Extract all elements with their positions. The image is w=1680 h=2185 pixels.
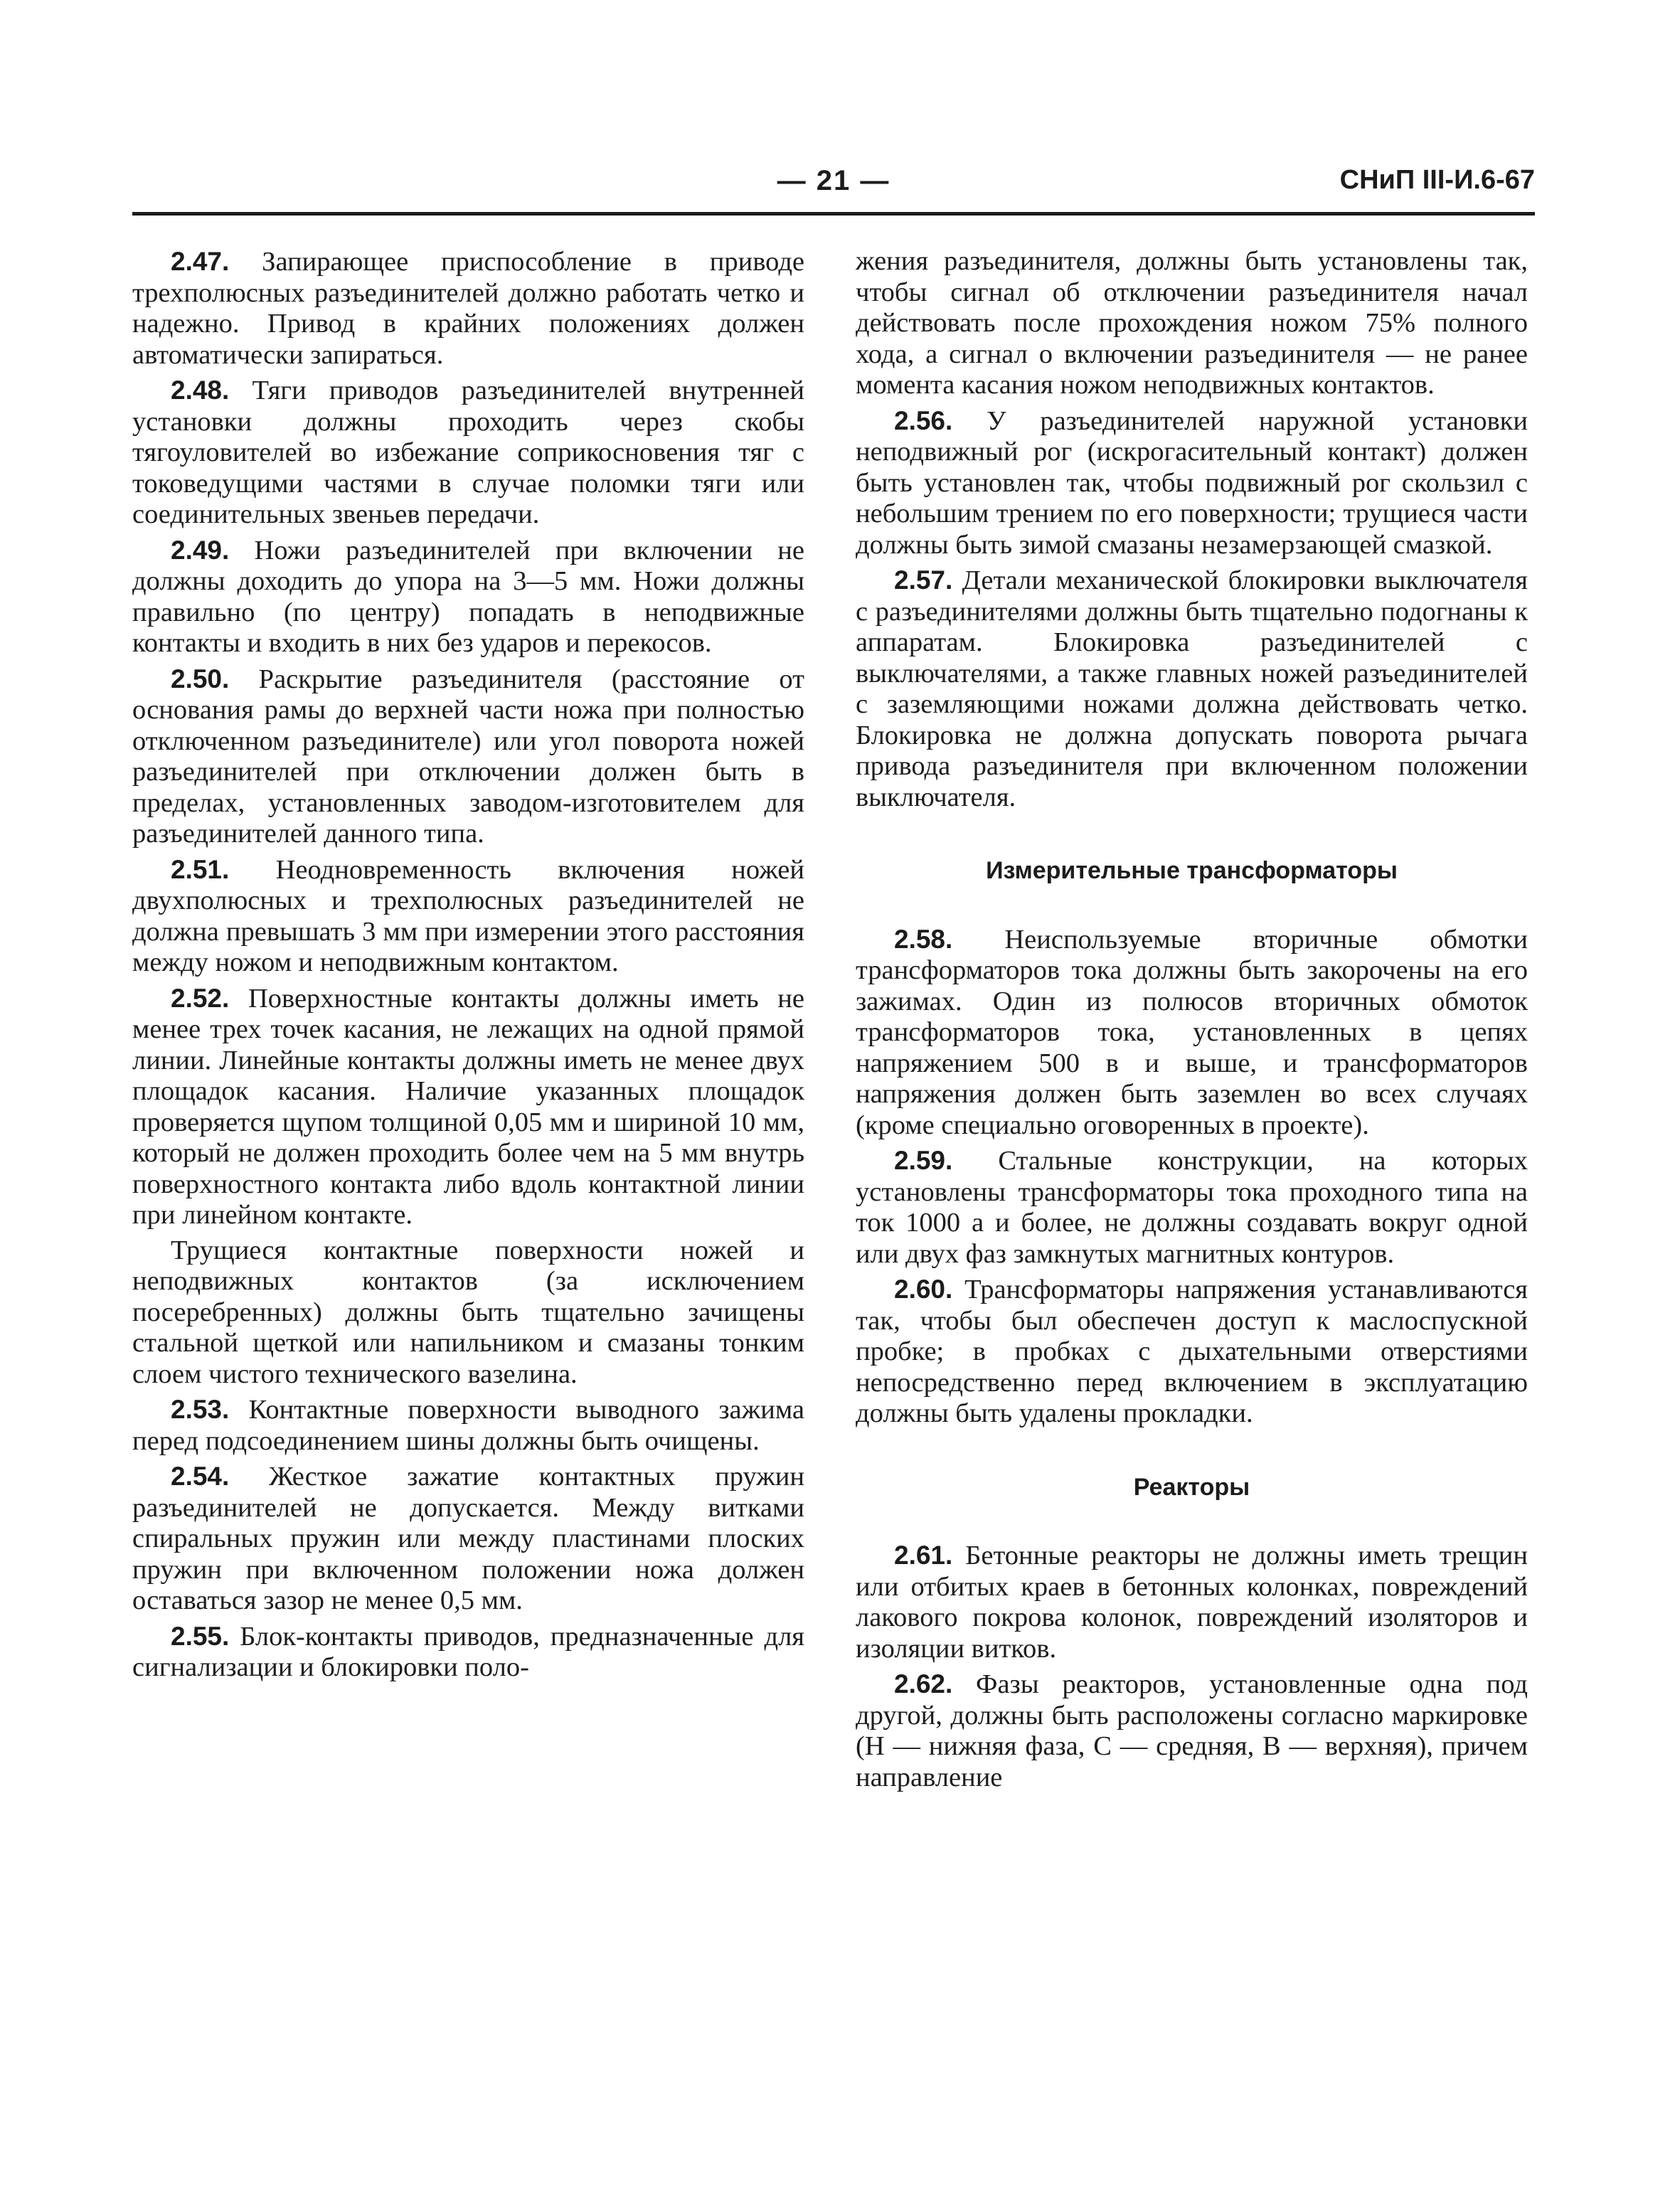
paragraph [132,854,804,979]
clause-text: Стальные конструкции, на которых установлены трансформаторы тока проходного типа на ток 1000 а и более, не должны создавать вокруг одной или двух фаз замкнутых магнитных контуров. [856,1146,1528,1269]
paragraph [132,375,804,531]
clause-number: 2.51. [171,854,230,884]
clause-text: Неиспользуемые вторичные обмотки трансформаторов тока должны быть закорочены на его зажимах. Один из полюсов вторичных обмоток трансформаторов тока, установленных в цепях напряжением 500 в и выше, и трансформаторов напряжения должен быть заземлен во всех случаях (кроме специально оговоренных в проекте). [856,924,1528,1140]
paragraph [856,1669,1528,1793]
clause-text: Трансформаторы напряжения устанавливаются так, чтобы был обеспечен доступ к маслоспускной пробке; в пробках с дыхательными отверстиями непосредственно перед включением в эксплуатацию должны быть удалены прокладки. [856,1275,1529,1428]
clause-number: 2.62. [894,1669,953,1698]
right-column [856,246,1528,1797]
document-code: СНиП III-И.6-67 [1339,165,1535,195]
page-header [132,165,1535,215]
section-heading-reactors: Реакторы [1133,1473,1250,1501]
clause-number: 2.59. [894,1146,953,1175]
clause-text: Жесткое зажатие контактных пружин разъединителей не допускается. Между витками спиральных пружин или между пластинами плоских пружин при включенном положении ножа должен оставаться зазор не менее 0,5 мм. [132,1462,804,1615]
clause-number: 2.49. [171,535,230,565]
paragraph [856,924,1528,1142]
clause-number: 2.52. [171,983,230,1013]
paragraph [132,535,804,659]
clause-number: 2.61. [894,1541,953,1570]
clause-number: 2.47. [171,247,230,276]
paragraph-group [856,1540,1528,1793]
clause-number: 2.50. [171,664,230,693]
clause-text: Поверхностные контакты должны иметь не менее трех точек касания, не лежащих на одной прямой линии. Линейные контакты должны иметь не менее двух площадок касания. Наличие указанных площадок проверяется щупом толщиной 0,05 мм и шириной 10 мм, который не должен проходить более чем на 5 мм внутрь поверхностного контакта либо вдоль контактной линии при линейном контакте. [132,983,804,1230]
clause-text: Раскрытие разъединителя (расстояние от основания рамы до верхней части ножа при полностью отключенном разъединителе) или угол поворота ножей разъединителей при отключении должен быть в пределах, установленных заводом-изготовителем для разъединителей данного типа. [132,664,804,849]
clause-text: Бетонные реакторы не должны иметь трещин или отбитых краев в бетонных колонках, повреждений лакового покрова колонок, повреждений изоляторов и изоляции витков. [856,1541,1529,1664]
page-number: — 21 — [777,165,890,196]
paragraph [856,405,1528,561]
paragraph [132,1461,804,1617]
paragraph [132,983,804,1231]
clause-number: 2.54. [171,1462,230,1491]
clause-number: 2.56. [894,405,953,435]
paragraph [132,664,804,850]
paragraph [132,1621,804,1684]
clause-text: Тяги приводов разъединителей внутренней установки должны проходить через скобы тягоуловителей во избежание соприкосновения тяг с токоведущими частями в случае поломки тяги или соединительных звеньев передачи. [132,376,805,529]
clause-text: Фазы реакторов, установленные одна под другой, должны быть расположены согласно маркировке (Н — нижняя фаза, С — средняя, В — верхняя), причем направление [856,1669,1529,1792]
header-rule [132,212,1535,216]
paragraph-group [856,405,1528,814]
clause-text: Трущиеся контактные поверхности ножей и неподвижных контактов (за исключением посеребренных) должны быть тщательно зачищены стальной щеткой или напильником и смазаны тонким слоем чистого технического вазелина. [132,1235,804,1389]
paragraph [856,1145,1528,1270]
paragraph [132,1235,804,1391]
left-column [132,246,804,1688]
clause-text: Неодновременность включения ножей двухполюсных и трехполюсных разъединителей не должна превышать 3 мм при измерении этого расстояния между ножом и неподвижным контактом. [132,854,804,977]
paragraph [856,1540,1528,1664]
clause-text: Блок-контакты приводов, предназначенные для сигнализации и блокировки поло- [132,1621,804,1682]
paragraph [856,565,1528,813]
clause-text: У разъединителей наружной установки неподвижный рог (искрогасительный контакт) должен быть установлен так, чтобы подвижный рог скользил с небольшим трением по его поверхности; трущиеся части должны быть зимой смазаны незамерзающей смазкой. [856,405,1528,560]
paragraph [132,246,804,371]
clause-number: 2.55. [171,1621,230,1651]
clause-number: 2.57. [894,565,953,595]
paragraph [132,1394,804,1457]
paragraph [856,1274,1528,1430]
section-heading-measuring-transformers: Измерительные трансформаторы [986,857,1398,884]
paragraph-group [856,924,1528,1430]
clause-number: 2.60. [894,1275,953,1304]
clause-text: Детали механической блокировки выключателя с разъединителями должны быть тщательно подогнаны к аппаратам. Блокировка разъединителей с выключателями, а также главных ножей разъединителей с заземляющими ножами должна действовать четко. Блокировка не должна допускать поворота рычага привода разъединителя при включенном положении выключателя. [856,565,1529,812]
clause-number: 2.58. [894,924,953,954]
continued-paragraph: жения разъединителя, должны быть установлены так, чтобы сигнал об отключении разъединителя начал действовать после прохождения ножом 75% полного хода, а сигнал о включении разъединителя — не ранее момента касания ножом неподвижных контактов. [856,246,1528,400]
clause-number: 2.53. [171,1395,230,1424]
clause-text: Запирающее приспособление в приводе трехполюсных разъединителей должно работать четко и надежно. Привод в крайних положениях должен автоматически запираться. [132,247,804,370]
clause-number: 2.48. [171,376,230,405]
clause-text: Контактные поверхности выводного зажима перед подсоединением шины должны быть очищены. [132,1395,805,1456]
clause-text: Ножи разъединителей при включении не должны доходить до упора на 3—5 мм. Ножи должны правильно (по центру) попадать в неподвижные контакты и входить в них без ударов и перекосов. [132,535,804,658]
